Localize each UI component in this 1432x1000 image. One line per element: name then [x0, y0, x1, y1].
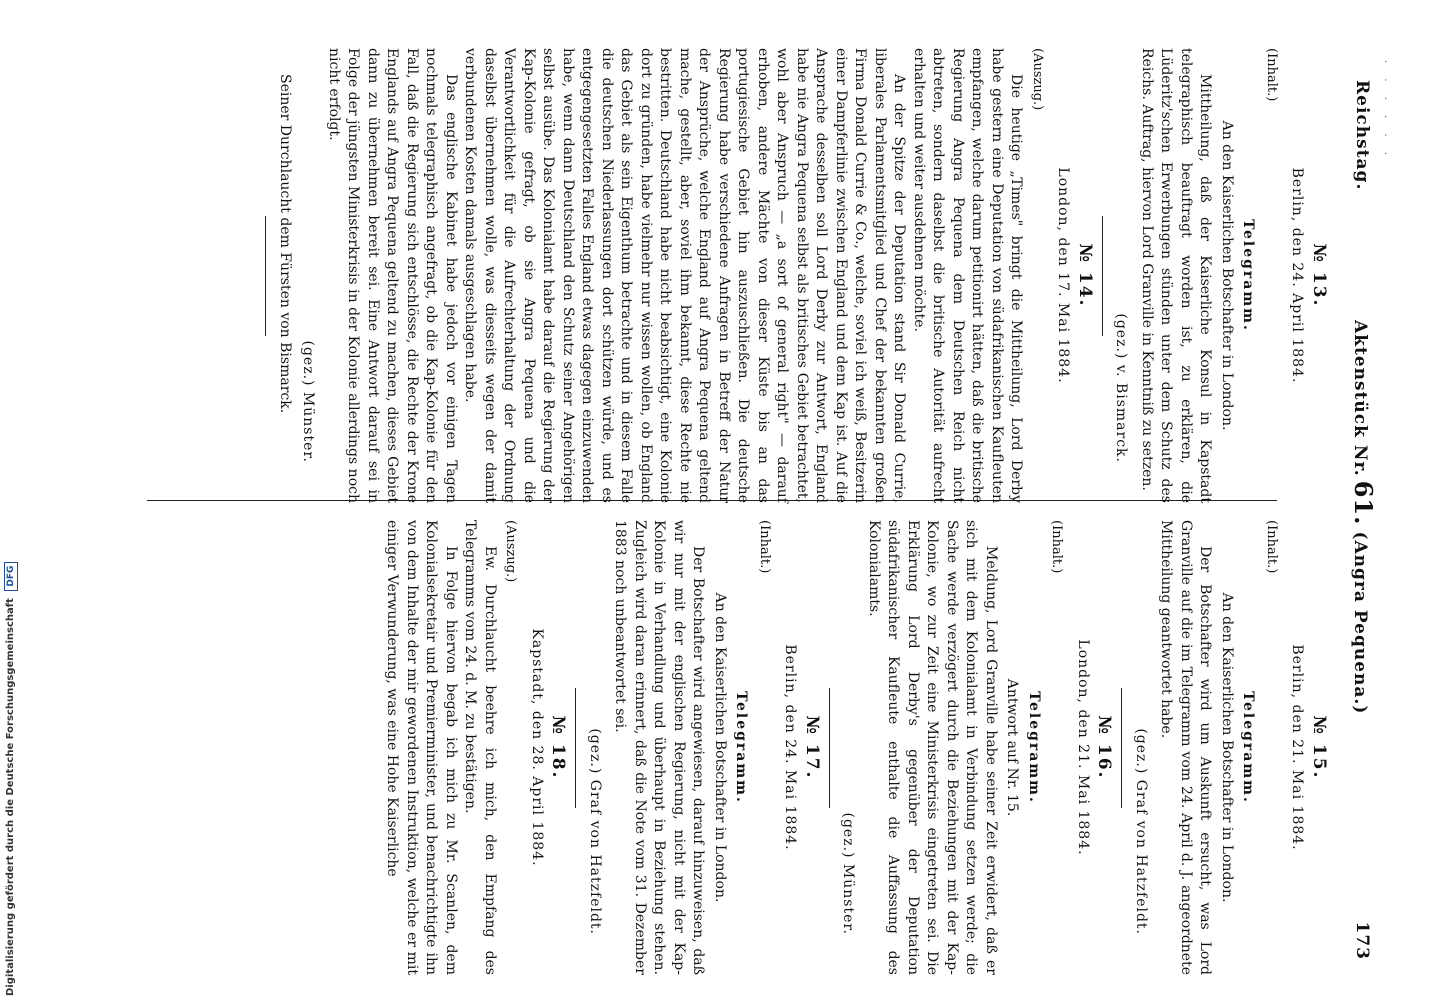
doc-marker: (Inhalt.) [1049, 520, 1065, 574]
doc-signature: (gez.) Graf von Hatzfeldt. [587, 728, 603, 935]
digitization-credit [4, 565, 20, 996]
doc-marker: (Inhalt.) [1264, 520, 1279, 574]
document-13 [1111, 48, 1328, 503]
dfg-logo: DFG [4, 562, 18, 591]
doc-number: № 16. [1094, 715, 1115, 780]
section-rule [1122, 688, 1123, 808]
header-center-subject: (Angra Pequena.) [1350, 531, 1370, 715]
doc-paragraph: Die heutige „Times" bringt die Mittheilung, Lord Derby habe gestern eine Deputation von südafrikanischen Kaufleuten empfangen, welche darum petitionirt hätten, daß die britische Regierung Angra Pequena dem Deutschen Reich nicht abtreten, sondern daselbst die britische Autorität aufrecht erhalten und weiter ausdehnen möchte. [911, 48, 1025, 503]
doc-number: № 18. [548, 715, 569, 780]
doc-text: Der Botschafter wird um Auskunft ersucht, was Lord Granville auf die im Telegramm vom 24. April d. J. angeordnete Mittheilung geantwortet habe. [1158, 520, 1214, 975]
doc-marker: (Auszug.) [1030, 48, 1045, 111]
doc-text: Meldung, Lord Granville habe seiner Zeit erwidert, daß er sich mit dem Kolonialamt in Verbindung setzen werde; die Sache werde verzögert durch die Beziehungen mit der Kap-Kolonie, wo zur Zeit eine Ministerkrisis eingetreten sei. Die Erklärung Lord Derby's gegenüber der Deputation südafrikanischer Kaufleute enthalte die Auffassung des Kolonialamts. [866, 520, 999, 975]
document-15 [1131, 520, 1329, 975]
doc-number: № 17. [802, 715, 822, 780]
doc-marker: (Inhalt.) [1264, 48, 1279, 102]
section-rule [266, 216, 267, 336]
digitization-credit-text: Digitalisierung gefördert durch die Deutsche Forschungsgemeinschaft [5, 598, 16, 996]
top-dash-marks: · · · · · · [1379, 60, 1390, 161]
page-number: 173 [1352, 921, 1372, 960]
doc-dateline: Berlin, den 24. April 1884. [1289, 167, 1306, 384]
doc-signature: (gez.) Münster. [300, 340, 317, 463]
doc-marker: (Inhalt.) [757, 520, 772, 574]
left-column [258, 48, 1333, 503]
doc-number: № 13. [1309, 243, 1329, 308]
header-document-number: 61. [1349, 480, 1378, 526]
header-center [1349, 320, 1378, 714]
document-18 [382, 520, 568, 975]
doc-dateline: Kapstadt, den 28. April 1884. [529, 628, 545, 867]
doc-address: An den Kaiserlichen Botschafter in London. [712, 592, 728, 903]
doc-signature: (gez.) Münster. [840, 812, 857, 935]
right-column [382, 520, 1332, 975]
doc-paragraph: An der Spitze der Deputation stand Sir Donald Currie, liberales Parlamentsmitglied und Chef der bekannten großen Firma Donald Currie & Co., welche, soviel ich weiß, Besitzerin einer Dampferlinie zwischen England und dem Kap ist. Auf die Ansprache desselben soll Lord Derby zur Antwort, England habe nie Angra Pequena selbst als britisches Gebiet betrachtet, wohl aber Anspruch — „a sort of general right" — darauf erhoben, andere Mächte von dieser Küste bis an das portugiesische Gebiet hin auszuschließen. Die deutsche Regierung habe verschiedene Anfragen in Betreff der Natur der Ansprüche, welche England auf Angra Pequena geltend mache, gestellt, aber, soviel ihm bekannt, diese Rechte nie bestritten. Deutschland habe nicht beabsichtigt, eine Kolonie dort zu gründen, habe vielmehr nur wissen wollen, ob England das Gebiet als sein Eigenthum betrachte und in diesem Falle die deutschen Niederlassungen dort schützen würde, und es entgegengesetzten Falles England etwas dagegen einzuwenden habe, wenn dann Deutschland den Schutz seiner Angehörigen selbst ausübe. Das Kolonialamt habe darauf die Regierung der Kap-Kolonie gefragt, ob sie Angra Pequena und die Verantwortlichkeit für die Aufrechterhaltung der Ordnung daselbst übernehmen wolle, was diesseits wegen der damit verbundenen Kosten damals ausgeschlagen habe. [462, 48, 908, 503]
doc-subheading: Antwort auf Nr. 15. [1004, 678, 1021, 817]
document-16 [838, 520, 1114, 975]
doc-heading: Telegramm. [1240, 691, 1257, 804]
doc-dateline: Berlin, den 21. Mai 1884. [1289, 644, 1306, 851]
document-14 [275, 48, 1095, 503]
page-header [1340, 40, 1380, 960]
doc-number: № 15. [1309, 715, 1329, 780]
doc-text: Ew. Durchlaucht beehre ich mich, den Empfang des Telegramms vom 24. d. M. zu bestätigen. [462, 520, 498, 975]
doc-heading: Telegramm. [1240, 219, 1257, 332]
doc-text: Mittheilung, daß der Kaiserliche Konsul in Kapstadt telegraphisch beauftragt worden ist, zu erklären, die Lüderitz'schen Erwerbungen stünden unter dem Schutz des Reichs. Auftrag, hiervon Lord Granville in Kenntniß zu setzen. [1139, 48, 1214, 503]
section-rule [1102, 216, 1103, 336]
doc-heading: Telegramm. [1026, 691, 1042, 804]
doc-signature: (gez.) v. Bismarck. [1113, 313, 1130, 463]
doc-paragraph: Das englische Kabinet habe jedoch vor einigen Tagen nochmals telegraphisch angefragt, ob die Kap-Kolonie für den Fall, daß die Regierung sich entschlösse, die Rechte der Krone Englands auf Angra Pequena geltend zu machen, dieses Gebiet dann zu übernehmen bereit sei. Eine Antwort darauf sei in Folge der jüngsten Ministerkrisis in der Kolonie allerdings noch nicht erfolgt. [326, 48, 459, 503]
doc-dateline: Berlin, den 24. Mai 1884. [782, 644, 799, 851]
header-left: Reichstag. [1352, 80, 1372, 191]
doc-dateline: London, den 17. Mai 1884. [1055, 167, 1072, 384]
doc-address: An den Kaiserlichen Botschafter in London. [1219, 120, 1235, 431]
doc-text-continued: In Folge hiervon begab ich mich zu Mr. Scanlen, dem Kolonialsekretair und Premierminister, und benachrichtigte ihn von dem Inhalte der mir gewordenen Instruktion, welche er mit einiger Verwunderung, was eine Hohe Kaiserliche [384, 520, 459, 975]
section-rule [829, 688, 830, 808]
doc-signature: (gez.) Graf von Hatzfeldt. [1133, 728, 1149, 935]
doc-heading: Telegramm. [733, 691, 750, 804]
doc-number: № 14. [1075, 243, 1095, 308]
doc-marker: (Auszug.) [503, 520, 519, 583]
header-center-prefix: Aktenstück Nr. [1350, 320, 1370, 477]
doc-text: Der Botschafter wird angewiesen, darauf hinzuweisen, daß wir nur mit der englischen Regierung, nicht mit der Kap-Kolonie in Verhandlung und überhaupt in Beziehung stehen. Zugleich wird daran erinnert, daß die Note vom 31. Dezember 1883 noch unbeantwortet sei. [612, 520, 707, 975]
doc-address: An den Kaiserlichen Botschafter in London. [1219, 592, 1235, 903]
doc-closing: Seiner Durchlaucht dem Fürsten von Bismarck. [277, 74, 293, 414]
document-17 [585, 520, 822, 975]
section-rule [576, 688, 577, 808]
doc-dateline: London, den 21. Mai 1884. [1075, 639, 1091, 856]
